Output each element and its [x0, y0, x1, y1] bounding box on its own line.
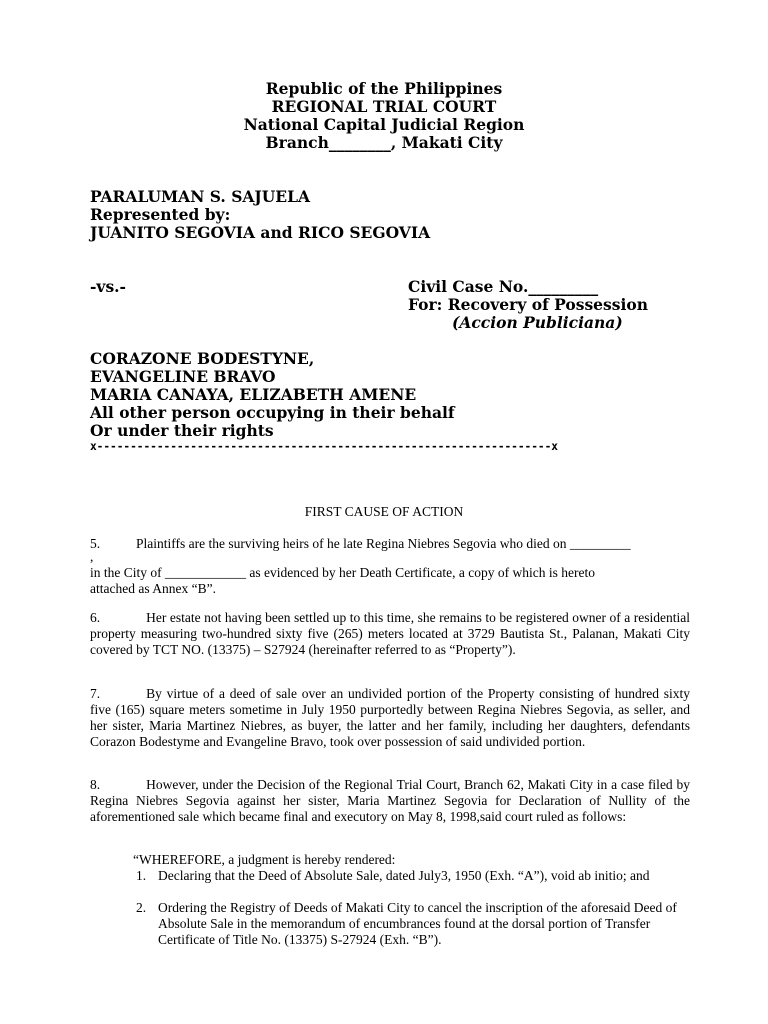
paragraph-7-text: By virtue of a deed of sale over an undivided portion of the Property consisting of hundred sixty five (165) square meters sometime in July 1950 purportedly between Regina Niebres Segovia, as seller, and her sister, Maria Martinez Niebres, as buyer, the latter and her family, including her daughters, defendants Corazon Bodestyme and Evangeline Bravo, took over possession of said undivided portion.: [90, 686, 690, 749]
paragraph-5-line-3: attached as Annex “B”.: [90, 581, 216, 596]
paragraph-7-number: 7.: [90, 686, 101, 701]
paragraph-8-number: 8.: [90, 777, 101, 792]
defendant-line-2: EVANGELINE BRAVO: [90, 367, 276, 386]
paragraph-8-text: However, under the Decision of the Regional Trial Court, Branch 62, Makati City in a case filed by Regina Niebres Segovia against her sister, Maria Martinez Segovia for Declaration of Nullity of the aforementioned sale which became final and executory on May 8, 1998,said court ruled as follows:: [90, 777, 690, 824]
paragraph-6: [90, 610, 690, 658]
defendant-line-5: Or under their rights: [90, 421, 274, 440]
section-title: FIRST CAUSE OF ACTION: [304, 504, 464, 519]
paragraph-8: [90, 777, 690, 825]
represented-by-label: Represented by:: [90, 205, 231, 224]
case-action-type: (Accion Publiciana): [452, 313, 623, 332]
quote-intro: “WHEREFORE, a judgment is hereby rendered:: [133, 852, 396, 867]
quote-item-2-number: 2.: [136, 900, 147, 915]
defendant-line-3: MARIA CANAYA, ELIZABETH AMENE: [90, 385, 417, 404]
paragraph-5-line-2b: as evidenced by her Death Certificate, a copy of which is hereto: [246, 565, 595, 580]
city-blank: ____________: [165, 565, 246, 580]
defendant-line-1: CORAZONE BODESTYNE,: [90, 349, 315, 368]
header-court: REGIONAL TRIAL COURT: [271, 97, 497, 116]
header-region: National Capital Judicial Region: [243, 115, 525, 134]
header-republic: Republic of the Philippines: [265, 79, 503, 98]
paragraph-7: [90, 686, 690, 750]
plaintiff-representatives: JUANITO SEGOVIA and RICO SEGOVIA: [90, 223, 431, 242]
paragraph-5-line-1: Plaintiffs are the surviving heirs of he late Regina Niebres Segovia who died on _________: [136, 536, 631, 551]
quote-item-1-text: Declaring that the Deed of Absolute Sale, dated July3, 1950 (Exh. “A”), void ab initio; and: [158, 868, 650, 883]
versus-label: -vs.-: [90, 277, 126, 296]
paragraph-5-line-2: [90, 565, 595, 581]
header-branch: Branch________, Makati City: [265, 133, 503, 152]
plaintiff-name: PARALUMAN S. SAJUELA: [90, 187, 311, 206]
paragraph-5-num: 5.: [90, 536, 101, 551]
defendant-line-4: All other person occupying in their behalf: [90, 403, 455, 422]
caption-separator: x--------------------------------------------------------------------x: [90, 440, 558, 453]
paragraph-6-number: 6.: [90, 610, 101, 625]
civil-case-number: Civil Case No._________: [408, 277, 599, 296]
paragraph-5-stray-comma: ,: [90, 549, 94, 564]
quote-item-2-text: Ordering the Registry of Deeds of Makati City to cancel the inscription of the aforesaid Deed of Absolute Sale in the memorandum of encumbrances found at the dorsal portion of Transfer Certificate of Title No. (13375) S-27924 (Exh. “B”).: [158, 900, 677, 947]
quote-item-1-number: 1.: [136, 868, 147, 883]
paragraph-6-text: Her estate not having been settled up to this time, she remains to be registered owner of a residential property measuring two-hundred sixty five (265) meters located at 3729 Bautista St., Palanan, Makati City covered by TCT NO. (13375) – S27924 (hereinafter referred to as “Property”).: [90, 610, 690, 657]
case-nature: For: Recovery of Possession: [408, 295, 648, 314]
paragraph-5-line-2a: in the City of: [90, 565, 165, 580]
